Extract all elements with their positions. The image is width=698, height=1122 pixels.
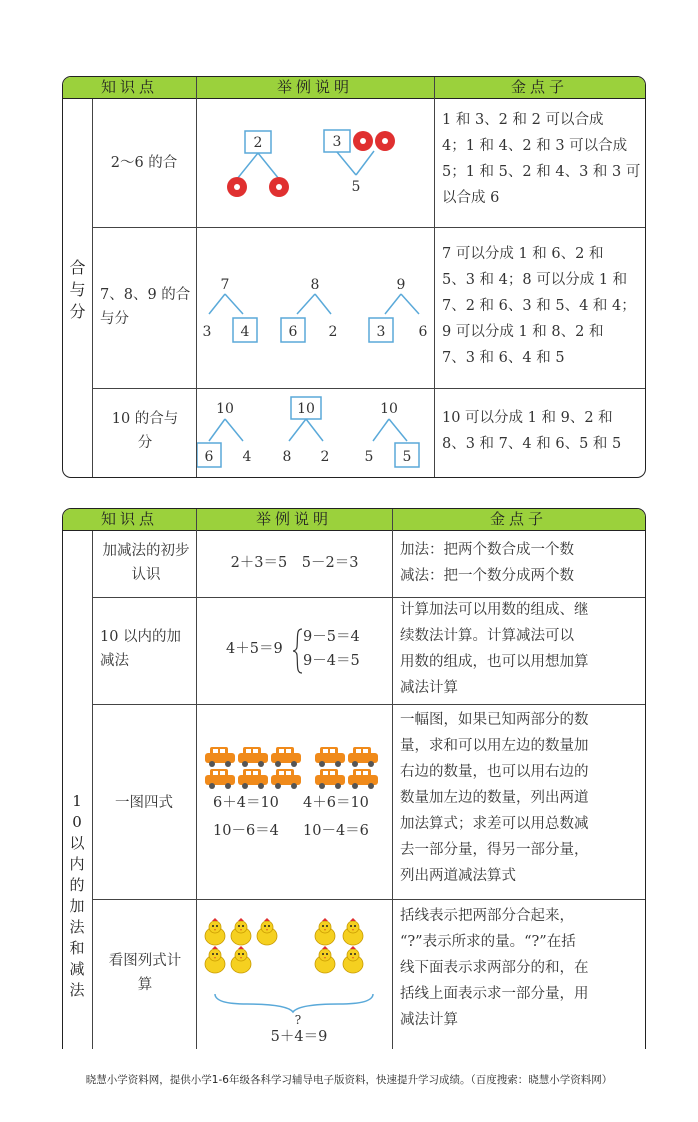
header-knowledge: 知识点 (100, 78, 158, 96)
chick-icon (205, 918, 225, 945)
svg-text:8: 8 (282, 449, 292, 465)
flower-icon (353, 131, 373, 151)
svg-text:10: 10 (216, 401, 234, 417)
topic-2-6-combine: 2～6 的合 (110, 155, 178, 171)
topic-within-10: 10 以内的加减法 (100, 629, 182, 669)
category-label: 10以内的加法和减法 (69, 792, 85, 999)
car-icon (348, 769, 378, 789)
tip-picture-calc: 括线表示把两部分合起来， “?”表示所求的量。“?”在括 线下面表示求两部分的和，在 括线上面表示求一部分量，用 减法计算 (400, 908, 589, 1028)
chick-icon (315, 946, 335, 973)
example-split-10 (197, 389, 433, 477)
tip-intro: 加法：把两个数合成一个数 减法：把一个数分成两个数 (400, 542, 574, 584)
flower-icon (375, 131, 395, 151)
car-icon (348, 747, 378, 767)
tip-10: 10 可以分成 1 和 9、2 和 8、3 和 7、4 和 6、5 和 5 (442, 410, 622, 452)
header-tips: 金点子 (510, 78, 568, 96)
example-within-10-left: 4＋5＝9 (226, 641, 283, 657)
example-intro: 2＋3＝5 5－2＝3 (230, 555, 359, 571)
bracket-line (215, 994, 373, 1012)
car-icon (315, 747, 345, 767)
chick-icon (315, 918, 335, 945)
svg-text:3: 3 (376, 324, 386, 340)
category-label: 合与分 (69, 258, 86, 321)
example-combine-diagrams (197, 99, 433, 227)
svg-text:9: 9 (396, 277, 406, 293)
chick-icon (343, 918, 363, 945)
svg-text:10: 10 (297, 401, 315, 417)
chick-icon (231, 918, 251, 945)
example-within-10-eqs: 9－5＝4 9－4＝5 (303, 629, 360, 669)
car-icon (315, 769, 345, 789)
svg-text:2: 2 (320, 449, 330, 465)
car-icon (205, 769, 235, 789)
car-icon (271, 747, 301, 767)
question-mark: ? (294, 1013, 302, 1027)
result-number: 5 (351, 179, 361, 195)
eq-4-plus-6: 4＋6＝10 (303, 795, 369, 811)
tip-within-10: 计算加法可以用数的组成、继 续数法计算。计算减法可以 用数的组成，也可以用想加算 减法计算 (400, 602, 589, 696)
chick-icon (257, 918, 277, 945)
tip-7-8-9: 7 可以分成 1 和 6、2 和 5、3 和 4；8 可以分成 1 和 7、2 和 6、3 和 5、4 和 4； 9 可以分成 1 和 8、2 和 7、3 和 6、4 和 5 (442, 246, 636, 366)
svg-text:5: 5 (402, 449, 412, 465)
car-icon (271, 769, 301, 789)
eq-10-minus-6: 10－6＝4 (213, 823, 279, 839)
svg-text:3: 3 (202, 324, 212, 340)
svg-text:2: 2 (328, 324, 338, 340)
table-header (63, 77, 645, 99)
topic-intro: 加减法的初步认识 (102, 543, 190, 583)
eq-10-minus-4: 10－4＝6 (303, 823, 369, 839)
svg-text:6: 6 (288, 324, 298, 340)
svg-text:10: 10 (380, 401, 398, 417)
svg-text:5: 5 (364, 449, 374, 465)
car-icon (238, 747, 268, 767)
tip-one-picture-four: 一幅图，如果已知两部分的数 量，求和可以用左边的数量加 右边的数量，也可以用右边的 数量加左边的数量，列出两道 加法算式；求差可以用总数减 去一部分量，得另一部分量， 列出两道减法算式 (400, 712, 589, 884)
svg-text:8: 8 (310, 277, 320, 293)
car-icon (238, 769, 268, 789)
svg-text:4: 4 (240, 324, 250, 340)
svg-text:7: 7 (220, 277, 230, 293)
chick-icon (205, 946, 225, 973)
topic-picture-calc: 看图列式计算 (108, 953, 182, 993)
svg-text:4: 4 (242, 449, 252, 465)
topic-one-picture-four: 一图四式 (115, 795, 173, 811)
eq-5-plus-4: 5＋4＝9 (270, 1029, 328, 1045)
box-number: 2 (253, 135, 263, 151)
header-knowledge: 知识点 (100, 510, 158, 528)
flower-icon (269, 177, 289, 197)
example-split-789 (197, 228, 433, 388)
header-tips: 金点子 (489, 510, 547, 528)
svg-text:6: 6 (418, 324, 428, 340)
eq-6-plus-4: 6＋4＝10 (213, 795, 279, 811)
chick-icon (231, 946, 251, 973)
table-header (63, 509, 645, 531)
flower-icon (227, 177, 247, 197)
car-icon (205, 747, 235, 767)
footer-text: 晓慧小学资料网，提供小学1-6年级各科学习辅导电子版资料，快速提升学习成绩。（百度搜索：晓慧小学资料网） (85, 1074, 613, 1086)
tip-2-6-combine: 1 和 3、2 和 2 可以合成 4；1 和 4、2 和 3 可以合成 5；1 和 5、2 和 4、3 和 3 可 以合成 6 (442, 112, 641, 206)
svg-text:3: 3 (332, 134, 342, 150)
topic-7-8-9: 7、8、9 的合与分 (100, 287, 191, 327)
chick-icon (343, 946, 363, 973)
table-combine-split (62, 76, 646, 478)
header-examples: 举例说明 (255, 510, 332, 528)
table-add-subtract (62, 508, 646, 1049)
topic-10: 10 的合与分 (111, 411, 179, 451)
header-examples: 举例说明 (276, 78, 353, 96)
svg-text:6: 6 (204, 449, 214, 465)
